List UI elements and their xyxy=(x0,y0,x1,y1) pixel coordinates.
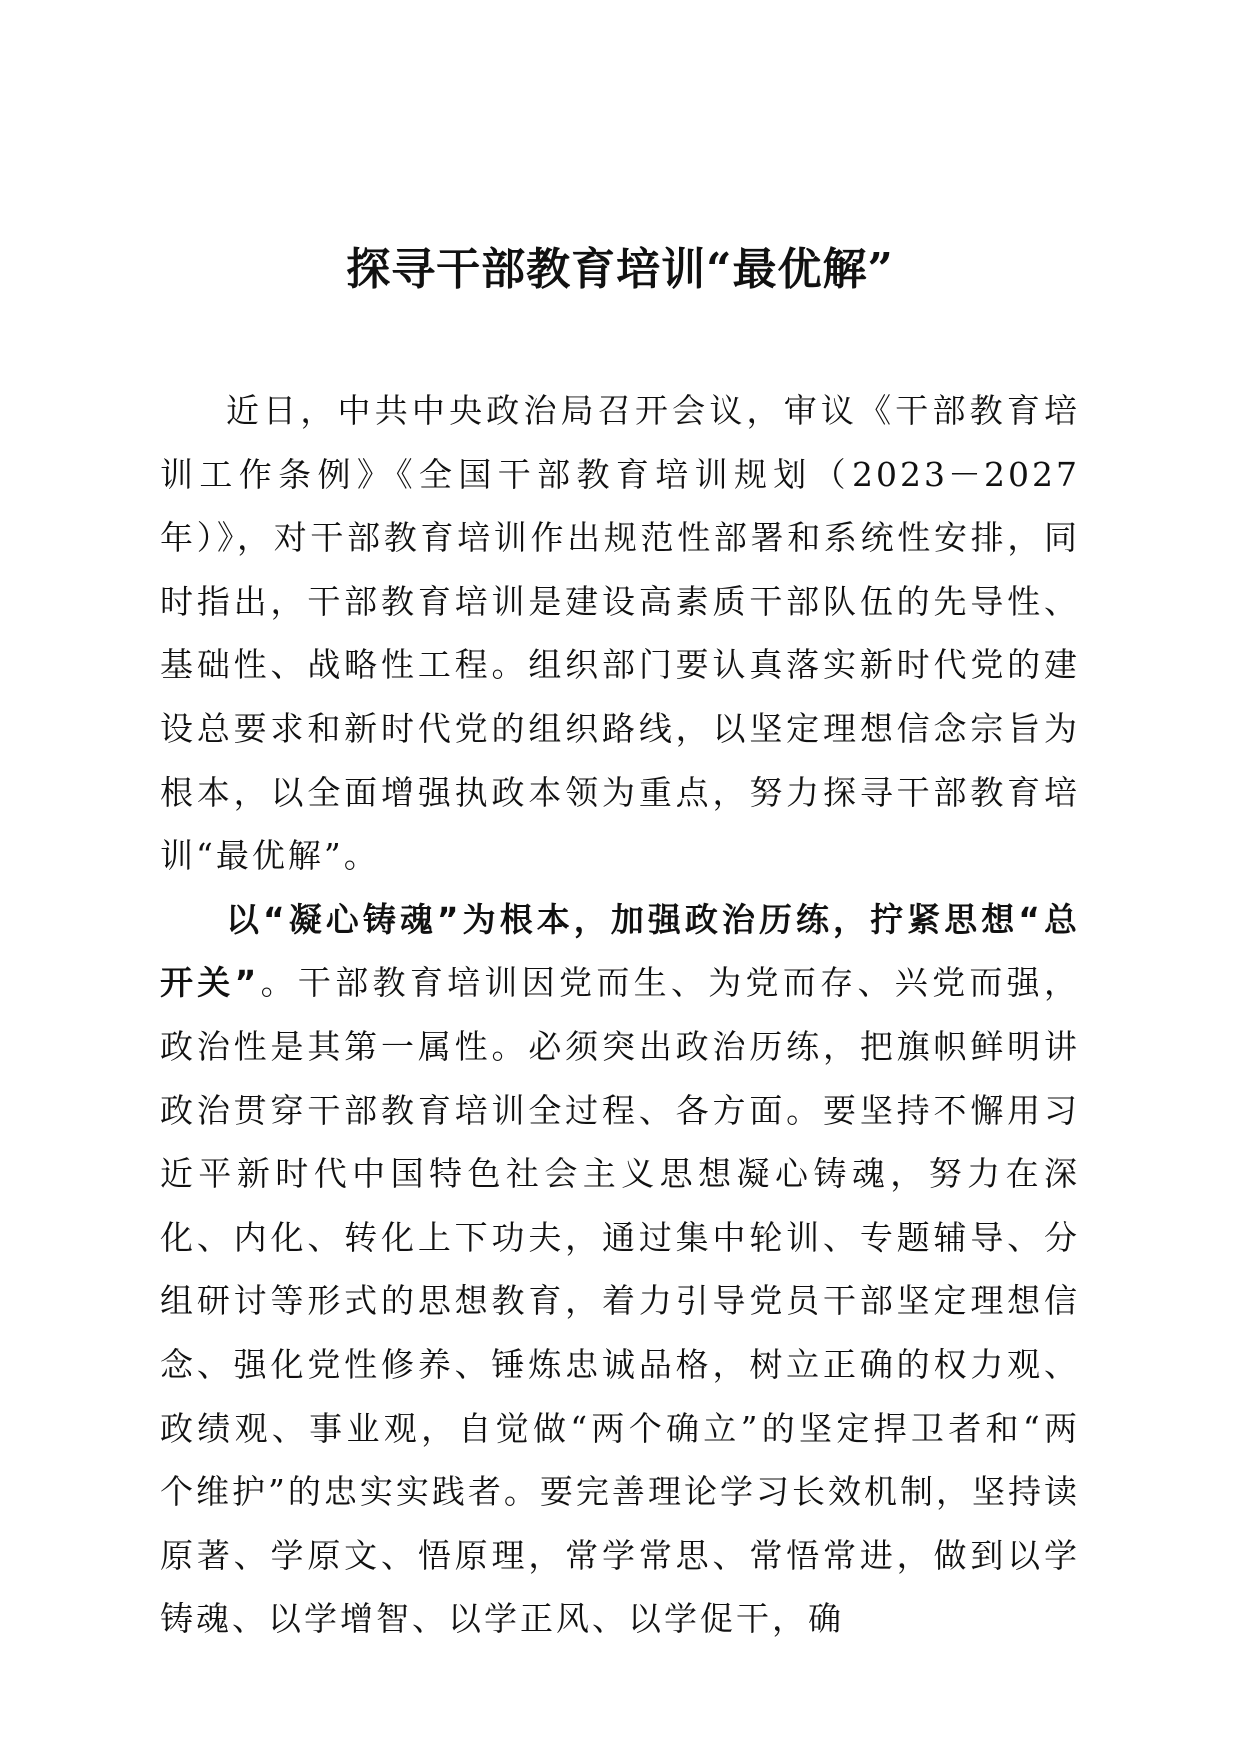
paragraph-intro xyxy=(160,379,1080,888)
paragraph-political-training xyxy=(160,888,1080,1651)
paragraph-lead-heading: 以“凝心铸魂”为根本，加强政治历练，拧紧思想“总开关” xyxy=(160,899,1080,1003)
document-body xyxy=(160,379,1080,1651)
document-title: 探寻干部教育培训“最优解” xyxy=(346,244,894,295)
paragraph-intro-text: 近日，中共中央政治局召开会议，审议《干部教育培训工作条例》《全国干部教育培训规划（2023－2027年）》，对干部教育培训作出规范性部署和系统性安排，同时指出，干部教育培训是建设高素质干部队伍的先导性、基础性、战略性工程。组织部门要认真落实新时代党的建设总要求和新时代党的组织路线，以坚定理想信念宗旨为根本，以全面增强执政本领为重点，努力探寻干部教育培训“最优解”。 xyxy=(160,391,1080,876)
paragraph-political-training-text: 。干部教育培训因党而生、为党而存、兴党而强，政治性是其第一属性。必须突出政治历练，把旗帜鲜明讲政治贯穿干部教育培训全过程、各方面。要坚持不懈用习近平新时代中国特色社会主义思想凝心铸魂，努力在深化、内化、转化上下功夫，通过集中轮训、专题辅导、分组研讨等形式的思想教育，着力引导党员干部坚定理想信念、强化党性修养、锤炼忠诚品格，树立正确的权力观、政绩观、事业观，自觉做“两个确立”的坚定捍卫者和“两个维护”的忠实实践者。要完善理论学习长效机制，坚持读原著、学原文、悟原理，常学常思、常悟常进，做到以学铸魂、以学增智、以学正风、以学促干，确 xyxy=(160,963,1080,1639)
